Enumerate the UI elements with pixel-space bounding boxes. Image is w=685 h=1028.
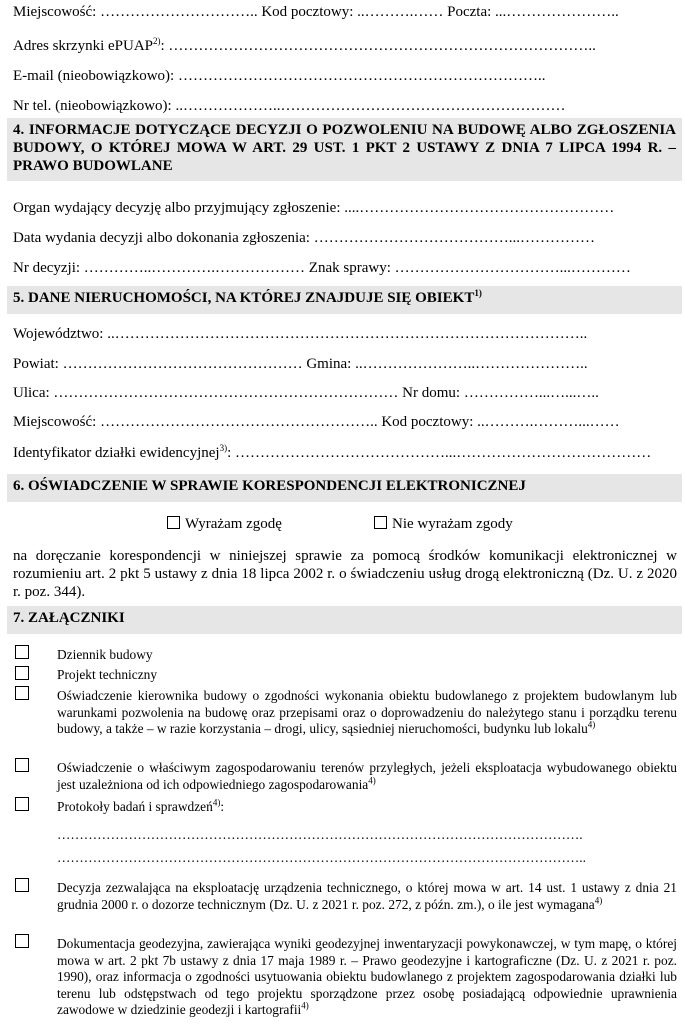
attachment-suffix: : (220, 799, 225, 814)
section-7-header: 7. ZAŁĄCZNIKI (7, 606, 682, 634)
decision-number-row: Nr decyzji: …………..………….……………… Znak sprawy: ……………………………...………… (13, 260, 631, 276)
footnote-ref: 1) (474, 288, 482, 298)
attachment-label: Projekt techniczny (57, 667, 158, 682)
attachment-site-manager-statement (57, 688, 677, 738)
email-row: E-mail (nieobowiązkowo): ……………………………………………………………….. (13, 68, 546, 84)
attachment-test-protocols (57, 799, 677, 816)
parcel-id-label: Identyfikator działki ewidencyjnej (13, 445, 220, 461)
consent-yes-label: Wyrażam zgodę (185, 516, 282, 532)
attachment-construction-log (57, 647, 677, 664)
attachment-label: Decyzja zezwalająca na eksploatację urządzenia technicznego, o której mowa w art. 14 ust. 1 ustawy z dnia 21 grudnia 2000 r. o dozorze technicznym (Dz. U. z 2021 r. poz. 272, z późn. zm.), o ile jest wymagana (57, 880, 677, 912)
protocols-fill-line[interactable]: ………………………………………………………………………………………………………. (57, 827, 583, 842)
consent-yes-option[interactable] (167, 516, 282, 533)
footnote-ref: 2) (153, 37, 161, 46)
attachment-checkbox-site-manager-statement[interactable] (15, 686, 29, 700)
attachment-checkbox-technical-design[interactable] (15, 666, 29, 680)
attachment-checkbox-technical-device-decision[interactable] (15, 878, 29, 892)
consent-yes-checkbox[interactable] (167, 516, 180, 529)
consent-statement: na doręczanie korespondencji w niniejszej sprawie za pomocą środków komunikacji elektronicznej w rozumieniu art. 2 pkt 5 ustawy z dnia 18 lipca 2002 r. o świadczeniu usług drogą elektroniczną (Dz. U. z 2020 r. poz. 344). (13, 548, 677, 600)
issuing-authority-row: Organ wydający decyzję albo przyjmujący zgłoszenie: ....…………………………………………… (13, 200, 615, 216)
epuap-row (13, 37, 675, 55)
attachment-geodetic-documentation (57, 936, 677, 1019)
county-row: Powiat: ………………………………………… Gmina: ..…………………..………………….. (13, 356, 588, 372)
footnote-ref: 4) (594, 895, 603, 906)
attachment-label: Dokumentacja geodezyjna, zawierająca wyniki geodezyjnej inwentaryzacji powykonawczej, w tym mapę, o której mowa w art. 2 pkt 7b ustawy z dnia 17 maja 1989 r. – Prawo geodezyjne i kartograficzne (Dz. U. z 2021 r. poz. 1990), oraz informacja o zgodności usytuowania obiektu budowlanego z projektem zagospodarowania działki lub terenu lub odstępstwach od tego projektu sporządzone przez osobę posiadającą odpowiednie uprawnienia zawodowe w dziedzinie geodezji i kartografii (57, 936, 677, 1017)
section-5-header (7, 286, 682, 314)
locality-row: Miejscowość: ………………………….. Kod pocztowy: ..……….…… Poczta: ...………………….. (13, 4, 619, 20)
epuap-field[interactable]: : ………………………………………………………………………….. (160, 38, 596, 54)
voivodeship-row: Województwo: ..………………………………………………………………………………….. (13, 326, 588, 342)
attachment-checkbox-test-protocols[interactable] (15, 797, 29, 811)
section-5-title: 5. DANE NIERUCHOMOŚCI, NA KTÓREJ ZNAJDUJE SIĘ OBIEKT (13, 290, 475, 306)
section-6-header: 6. OŚWIADCZENIE W SPRAWIE KORESPONDENCJI ELEKTRONICZNEJ (7, 474, 682, 502)
attachment-technical-device-decision (57, 880, 677, 913)
section-4-header: 4. INFORMACJE DOTYCZĄCE DECYZJI O POZWOLENIU NA BUDOWĘ ALBO ZGŁOSZENIA BUDOWY, O KTÓREJ MOWA W ART. 29 UST. 1 PKT 2 USTAWY Z DNIA 7 LIPCA 1994 R. – PRAWO BUDOWLANE (7, 118, 682, 181)
attachment-checkbox-geodetic-documentation[interactable] (15, 934, 29, 948)
attachment-label: Protokoły badań i sprawdzeń (57, 799, 213, 814)
footnote-ref: 4) (368, 775, 376, 786)
footnote-ref: 4) (587, 719, 596, 730)
parcel-id-row (13, 444, 675, 462)
protocols-fill-line[interactable]: ……………………………………………………………………………………………………….. (57, 850, 586, 865)
footnote-ref: 3) (219, 444, 228, 453)
attachment-checkbox-adjacent-land[interactable] (15, 758, 29, 772)
consent-no-checkbox[interactable] (374, 516, 387, 529)
street-row: Ulica: …………………………………………………………… Nr domu: ……………...…...….. (13, 385, 599, 401)
attachment-checkbox-construction-log[interactable] (15, 645, 29, 659)
attachment-technical-design (57, 667, 677, 684)
consent-no-label: Nie wyrażam zgody (392, 516, 513, 532)
consent-no-option[interactable] (374, 516, 513, 533)
parcel-id-field[interactable]: : ……………………………………...………………………………… (227, 445, 652, 461)
issue-date-row: Data wydania decyzji albo dokonania zgłoszenia: …………………………………...…………… (13, 230, 595, 246)
phone-row: Nr tel. (nieobowiązkowo): ..………………..………………………………………………… (13, 98, 566, 114)
attachment-adjacent-land (57, 760, 677, 793)
attachment-label: Oświadczenie o właściwym zagospodarowaniu terenów przyległych, jeżeli eksploatacja wybudowanego obiektu jest uzależniona od ich odpowiedniego zagospodarowania (57, 760, 677, 792)
footnote-ref: 4) (212, 797, 221, 808)
footnote-ref: 4) (301, 1000, 309, 1011)
attachment-label: Dziennik budowy (57, 647, 153, 662)
property-locality-row: Miejscowość: ……………………………………………….. Kod pocztowy: ..……….………...…… (13, 414, 620, 430)
epuap-label: Adres skrzynki ePUAP (13, 38, 153, 54)
attachment-label: Oświadczenie kierownika budowy o zgodności wykonania obiektu budowlanego z projektem budowlanym lub warunkami pozwolenia na budowę oraz przepisami oraz o doprowadzeniu do należytego stanu i porządku terenu budowy, a także – w razie korzystania – drogi, ulicy, sąsiedniej nieruchomości, budynku lub lokalu (57, 688, 677, 736)
